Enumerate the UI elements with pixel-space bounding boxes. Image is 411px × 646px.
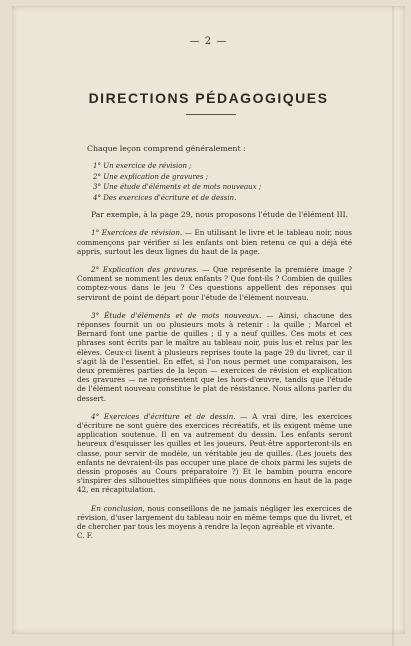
- list-text: Des exercices d'écriture et de dessin.: [103, 193, 237, 202]
- section-body: — A vrai dire, les exercices d'écriture ne sont guère des exercices récréatifs, et ils exigent même une application soutenue. Il en va autrement du dessin. Les enfants seront heureux d'esquisser les quilles et les joueurs. Peut-être apporteront-ils en classe, pour servir de modèle, un véritable jeu de quilles. (Les jouets des enfants ne devraient-ils pas occuper une place de choix parmi les sujets de dessin proposés au Cours préparatoire ?) Et le bambin pourra encore s'inspirer des silhouettes simplifiées que nous donnons en haut de la page 42, en récapitulation.: [77, 411, 352, 495]
- list-item: [93, 161, 352, 172]
- list-item: [93, 182, 352, 193]
- page-number: — 2 —: [189, 36, 228, 47]
- section-ecriture: [77, 412, 352, 495]
- conclusion-paragraph: [77, 504, 352, 532]
- conclusion-body: nous conseillons de ne jamais négliger les exercices de révision, d'user largement du tableau noir en même temps que du livret, et de chercher par tous les moyens à rendre la leçon agréable et vivante.: [77, 503, 352, 532]
- section-heading: 4° Exercices d'écriture et de dessin.: [91, 411, 236, 421]
- lesson-parts-list: [93, 161, 352, 203]
- example-paragraph: Par exemple, à la page 29, nous proposons l'étude de l'élément III.: [91, 210, 349, 220]
- conclusion-heading: En conclusion,: [91, 503, 145, 513]
- document-page: [12, 6, 405, 634]
- body-text: [77, 144, 352, 541]
- section-body: — Ainsi, chacune des réponses fournit un ou plusieurs mots à retenir : la quille ; Marcel et Bernard font une partie de quilles ; il y a neuf quilles. Ces mots et ces phrases sont écrits par le maître au tableau noir, puis lus et relus par les élèves. Ceux-ci lisent à plusieurs reprises toute la page 29 du livret, car il s'agit là de l'essentiel. En effet, si l'on nous permet une comparaison, les deux premières parties de la leçon — exercices de révision et explication des gravures — ne représentent que les hors-d'œuvre, tandis que l'étude de l'élément nouveau constitue le plat de résistance. Nous allons parler du dessert.: [77, 310, 352, 403]
- section-elements: [77, 311, 352, 403]
- list-text: Une étude d'éléments et de mots nouveaux ;: [103, 183, 262, 192]
- title-underline: [186, 114, 236, 115]
- list-number: 3°: [93, 183, 101, 192]
- page-title: DIRECTIONS PÉDAGOGIQUES: [88, 90, 329, 106]
- list-item: [93, 172, 352, 183]
- section-heading: 1° Exercices de révision.: [91, 228, 183, 238]
- list-text: Un exercice de révision ;: [103, 162, 192, 171]
- list-number: 2°: [93, 172, 101, 181]
- list-item: [93, 193, 352, 204]
- section-revision: [77, 228, 352, 256]
- list-number: 4°: [93, 193, 101, 202]
- section-heading: 2° Explication des gravures.: [91, 265, 199, 275]
- section-heading: 3° Étude d'éléments et de mots nouveaux.: [91, 310, 262, 320]
- section-body: — En utilisant le livre et le tableau noir, nous commençons par vérifier si les enfants ont bien retenu ce qui a déjà été appris, surtout les deux lignes du haut de la page.: [77, 228, 352, 256]
- signature: C. F.: [77, 531, 93, 541]
- list-text: Une explication de gravures ;: [103, 172, 209, 181]
- section-gravures: [77, 265, 352, 302]
- list-number: 1°: [93, 162, 101, 171]
- intro-line: Chaque leçon comprend généralement :: [87, 144, 246, 153]
- section-body: — Que représente la première image ? Comment se nomment les deux enfants ? Que font-ils ? Combien de quilles comptez-vous dans le jeu ? Ces questions appellent des réponses qui serviront de point de départ pour l'étude de l'élément nouveau.: [77, 265, 353, 302]
